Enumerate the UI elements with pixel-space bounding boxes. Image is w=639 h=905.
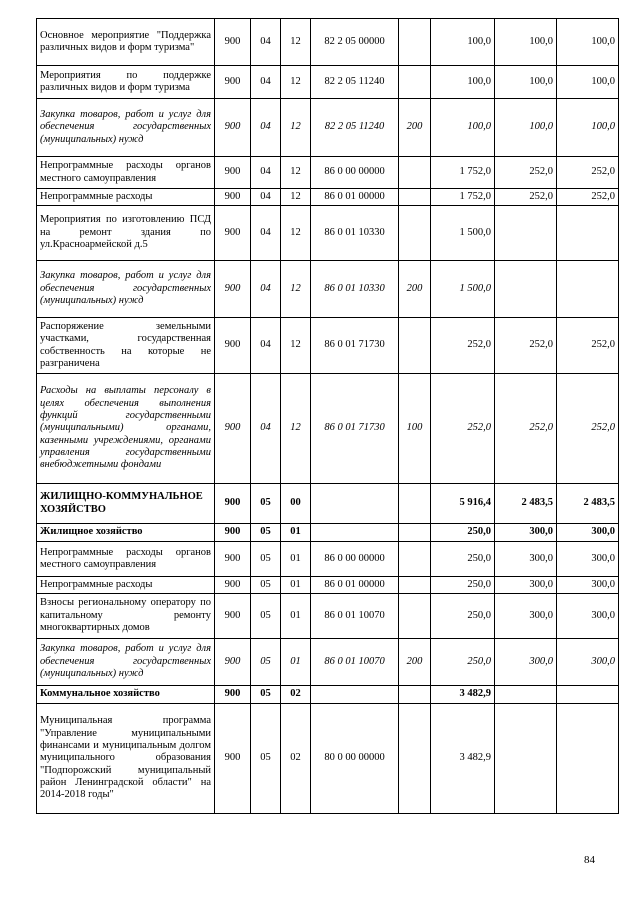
table-row — [37, 484, 619, 524]
cell-grbs: 900 — [215, 484, 251, 524]
cell-grbs: 900 — [215, 594, 251, 639]
cell-grbs: 900 — [215, 639, 251, 686]
cell-csr: 86 0 00 00000 — [311, 157, 399, 189]
cell-vr: 200 — [399, 99, 431, 157]
table-row — [37, 66, 619, 99]
cell-name: Распоряжение земельными участками, государственная собственность на которые не разграничена — [37, 318, 215, 374]
cell-sum-3: 252,0 — [557, 189, 619, 206]
cell-grbs: 900 — [215, 206, 251, 261]
cell-vr — [399, 19, 431, 66]
table-row — [37, 261, 619, 318]
cell-grbs: 900 — [215, 157, 251, 189]
cell-sum-3: 100,0 — [557, 66, 619, 99]
cell-sum-3: 252,0 — [557, 374, 619, 484]
cell-sum-3: 300,0 — [557, 524, 619, 542]
cell-vr — [399, 686, 431, 704]
cell-sum-2: 300,0 — [495, 639, 557, 686]
cell-sum-2 — [495, 704, 557, 814]
cell-pr: 01 — [281, 594, 311, 639]
cell-vr: 100 — [399, 374, 431, 484]
cell-name: ЖИЛИЩНО-КОММУНАЛЬНОЕ ХОЗЯЙСТВО — [37, 484, 215, 524]
cell-rz: 04 — [251, 189, 281, 206]
cell-sum-2: 2 483,5 — [495, 484, 557, 524]
cell-vr — [399, 577, 431, 594]
cell-rz: 04 — [251, 157, 281, 189]
table-row — [37, 206, 619, 261]
cell-csr: 86 0 01 00000 — [311, 189, 399, 206]
cell-sum-1: 250,0 — [431, 577, 495, 594]
cell-rz: 04 — [251, 206, 281, 261]
cell-pr: 12 — [281, 189, 311, 206]
cell-pr: 01 — [281, 524, 311, 542]
cell-sum-3 — [557, 686, 619, 704]
cell-sum-2: 100,0 — [495, 19, 557, 66]
cell-sum-1: 1 752,0 — [431, 157, 495, 189]
cell-rz: 04 — [251, 374, 281, 484]
cell-name: Закупка товаров, работ и услуг для обеспечения государственных (муниципальных) нужд — [37, 639, 215, 686]
cell-csr: 86 0 00 00000 — [311, 542, 399, 577]
cell-pr: 12 — [281, 157, 311, 189]
page-number: 84 — [584, 854, 595, 866]
cell-name: Непрограммные расходы органов местного самоуправления — [37, 542, 215, 577]
cell-pr: 12 — [281, 206, 311, 261]
table-row — [37, 318, 619, 374]
table-row — [37, 639, 619, 686]
cell-sum-3: 2 483,5 — [557, 484, 619, 524]
cell-csr — [311, 524, 399, 542]
budget-table — [36, 18, 619, 814]
cell-vr — [399, 524, 431, 542]
cell-grbs: 900 — [215, 189, 251, 206]
cell-sum-1: 100,0 — [431, 66, 495, 99]
cell-rz: 05 — [251, 686, 281, 704]
cell-sum-1: 1 500,0 — [431, 206, 495, 261]
cell-rz: 05 — [251, 639, 281, 686]
cell-rz: 04 — [251, 318, 281, 374]
cell-name: Взносы региональному оператору по капитальному ремонту многоквартирных домов — [37, 594, 215, 639]
cell-name: Расходы на выплаты персоналу в целях обеспечения выполнения функций государственными (муниципальными) органами, казенными учреждениями, органами управления государственными внебюджетными фондами — [37, 374, 215, 484]
cell-grbs: 900 — [215, 99, 251, 157]
cell-name: Основное мероприятие "Поддержка различных видов и форм туризма" — [37, 19, 215, 66]
cell-rz: 05 — [251, 524, 281, 542]
cell-sum-2: 100,0 — [495, 99, 557, 157]
table-row — [37, 19, 619, 66]
cell-csr: 86 0 01 00000 — [311, 577, 399, 594]
cell-grbs: 900 — [215, 577, 251, 594]
cell-sum-2: 300,0 — [495, 577, 557, 594]
cell-sum-1: 1 500,0 — [431, 261, 495, 318]
cell-vr — [399, 704, 431, 814]
cell-sum-2: 300,0 — [495, 524, 557, 542]
cell-sum-1: 100,0 — [431, 19, 495, 66]
cell-sum-2: 252,0 — [495, 318, 557, 374]
cell-vr — [399, 594, 431, 639]
cell-rz: 05 — [251, 484, 281, 524]
table-row — [37, 577, 619, 594]
cell-grbs: 900 — [215, 374, 251, 484]
cell-grbs: 900 — [215, 704, 251, 814]
cell-pr: 12 — [281, 318, 311, 374]
table-row — [37, 542, 619, 577]
cell-sum-1: 100,0 — [431, 99, 495, 157]
cell-sum-1: 250,0 — [431, 524, 495, 542]
cell-csr: 86 0 01 10330 — [311, 261, 399, 318]
cell-grbs: 900 — [215, 318, 251, 374]
cell-vr — [399, 484, 431, 524]
table-row — [37, 594, 619, 639]
table-row — [37, 374, 619, 484]
cell-name: Закупка товаров, работ и услуг для обеспечения государственных (муниципальных) нужд — [37, 261, 215, 318]
cell-sum-3: 300,0 — [557, 542, 619, 577]
cell-sum-1: 3 482,9 — [431, 686, 495, 704]
cell-name: Непрограммные расходы — [37, 189, 215, 206]
cell-sum-1: 1 752,0 — [431, 189, 495, 206]
cell-name: Непрограммные расходы органов местного самоуправления — [37, 157, 215, 189]
table-row — [37, 524, 619, 542]
cell-csr: 86 0 01 10070 — [311, 594, 399, 639]
cell-pr: 12 — [281, 19, 311, 66]
cell-grbs: 900 — [215, 542, 251, 577]
cell-rz: 04 — [251, 99, 281, 157]
cell-pr: 12 — [281, 66, 311, 99]
cell-vr — [399, 318, 431, 374]
cell-vr: 200 — [399, 639, 431, 686]
cell-vr — [399, 66, 431, 99]
cell-grbs: 900 — [215, 19, 251, 66]
cell-csr: 80 0 00 00000 — [311, 704, 399, 814]
cell-pr: 02 — [281, 686, 311, 704]
cell-csr: 82 2 05 00000 — [311, 19, 399, 66]
cell-sum-3: 300,0 — [557, 577, 619, 594]
table-row — [37, 686, 619, 704]
cell-sum-1: 5 916,4 — [431, 484, 495, 524]
cell-vr — [399, 189, 431, 206]
cell-sum-1: 250,0 — [431, 542, 495, 577]
cell-sum-3: 100,0 — [557, 19, 619, 66]
cell-csr — [311, 484, 399, 524]
cell-vr: 200 — [399, 261, 431, 318]
cell-sum-2 — [495, 686, 557, 704]
table-row — [37, 189, 619, 206]
cell-vr — [399, 157, 431, 189]
cell-sum-3: 100,0 — [557, 99, 619, 157]
cell-sum-3: 300,0 — [557, 594, 619, 639]
cell-pr: 02 — [281, 704, 311, 814]
cell-pr: 12 — [281, 261, 311, 318]
cell-sum-1: 3 482,9 — [431, 704, 495, 814]
cell-sum-2: 100,0 — [495, 66, 557, 99]
cell-pr: 00 — [281, 484, 311, 524]
cell-csr: 82 2 05 11240 — [311, 99, 399, 157]
cell-sum-2: 252,0 — [495, 189, 557, 206]
cell-csr: 82 2 05 11240 — [311, 66, 399, 99]
table-row — [37, 99, 619, 157]
cell-sum-3: 252,0 — [557, 318, 619, 374]
cell-sum-3 — [557, 704, 619, 814]
cell-name: Мероприятия по изготовлению ПСД на ремонт здания по ул.Красноармейской д.5 — [37, 206, 215, 261]
cell-name: Закупка товаров, работ и услуг для обеспечения государственных (муниципальных) нужд — [37, 99, 215, 157]
cell-sum-3 — [557, 261, 619, 318]
cell-name: Непрограммные расходы — [37, 577, 215, 594]
cell-sum-3: 300,0 — [557, 639, 619, 686]
cell-pr: 01 — [281, 577, 311, 594]
cell-sum-1: 252,0 — [431, 374, 495, 484]
cell-pr: 12 — [281, 374, 311, 484]
cell-sum-2 — [495, 261, 557, 318]
cell-csr: 86 0 01 10330 — [311, 206, 399, 261]
cell-sum-3: 252,0 — [557, 157, 619, 189]
cell-pr: 12 — [281, 99, 311, 157]
cell-rz: 04 — [251, 66, 281, 99]
cell-name: Муниципальная программа "Управление муниципальными финансами и муниципальным долгом муниципального образования "Подпорожский муниципальный район Ленинградской области" на 2014-2018 годы" — [37, 704, 215, 814]
cell-sum-1: 252,0 — [431, 318, 495, 374]
table-row — [37, 704, 619, 814]
cell-name: Мероприятия по поддержке различных видов и форм туризма — [37, 66, 215, 99]
cell-sum-2: 300,0 — [495, 542, 557, 577]
cell-sum-2: 300,0 — [495, 594, 557, 639]
cell-rz: 04 — [251, 19, 281, 66]
cell-sum-3 — [557, 206, 619, 261]
cell-grbs: 900 — [215, 686, 251, 704]
cell-csr: 86 0 01 71730 — [311, 374, 399, 484]
cell-name: Жилищное хозяйство — [37, 524, 215, 542]
cell-csr — [311, 686, 399, 704]
cell-grbs: 900 — [215, 261, 251, 318]
cell-rz: 05 — [251, 704, 281, 814]
cell-csr: 86 0 01 71730 — [311, 318, 399, 374]
cell-vr — [399, 542, 431, 577]
cell-sum-1: 250,0 — [431, 639, 495, 686]
cell-rz: 04 — [251, 261, 281, 318]
cell-sum-2: 252,0 — [495, 374, 557, 484]
cell-sum-1: 250,0 — [431, 594, 495, 639]
cell-pr: 01 — [281, 542, 311, 577]
cell-rz: 05 — [251, 594, 281, 639]
cell-sum-2: 252,0 — [495, 157, 557, 189]
cell-rz: 05 — [251, 542, 281, 577]
cell-pr: 01 — [281, 639, 311, 686]
cell-vr — [399, 206, 431, 261]
cell-grbs: 900 — [215, 66, 251, 99]
cell-rz: 05 — [251, 577, 281, 594]
cell-sum-2 — [495, 206, 557, 261]
cell-csr: 86 0 01 10070 — [311, 639, 399, 686]
cell-grbs: 900 — [215, 524, 251, 542]
table-row — [37, 157, 619, 189]
cell-name: Коммунальное хозяйство — [37, 686, 215, 704]
